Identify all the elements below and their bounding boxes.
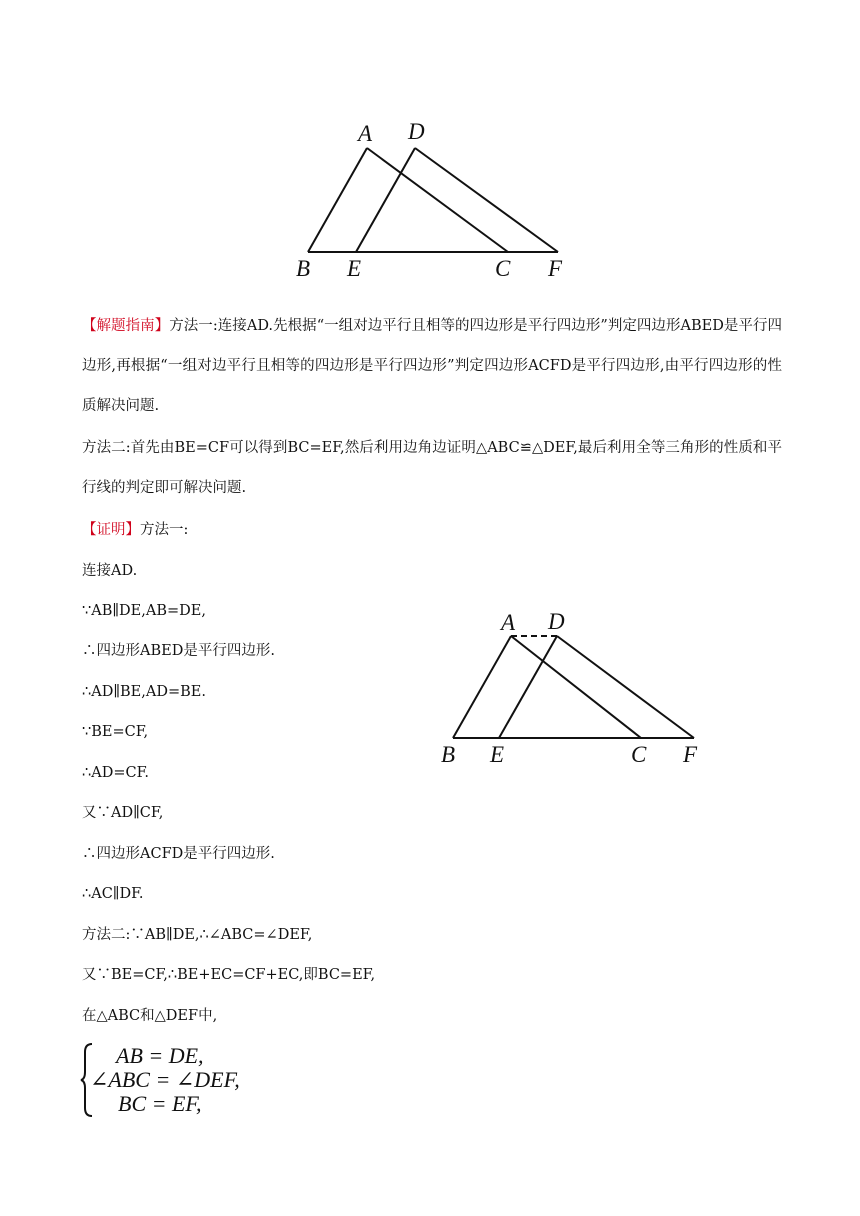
label-c: C	[631, 742, 647, 767]
segment-de	[356, 148, 415, 252]
figure-parallelograms	[430, 605, 720, 775]
proof-step: 方法二:∵AB∥DE,∴∠ABC=∠DEF,	[82, 927, 313, 943]
equation-line-2: ∠ABC = ∠DEF,	[90, 1067, 240, 1092]
guide-method-1-text: 方法一:连接AD.先根据“一组对边平行且相等的四边形是平行四边形”判定四边形ABED是平行四边形,再根据“一组对边平行且相等的四边形是平行四边形”判定四边形ACFD是平行四边形,由平行四边形的性质解决问题.	[82, 318, 783, 414]
proof-step: ∴四边形ACFD是平行四边形.	[82, 846, 275, 862]
label-c: C	[495, 256, 511, 281]
guide-tag: 【解题指南】	[82, 318, 170, 334]
segment-ab	[308, 148, 367, 252]
segment-de	[499, 636, 557, 738]
guide-method-2-text: 方法二:首先由BE=CF可以得到BC=EF,然后利用边角边证明△ABC≌△DEF,最后利用全等三角形的性质和平行线的判定即可解决问题.	[82, 440, 782, 496]
label-f: F	[683, 742, 698, 767]
proof-heading	[82, 520, 188, 540]
label-a: A	[501, 610, 516, 635]
proof-step: 在△ABC和△DEF中,	[82, 1008, 218, 1024]
guide-method-1	[82, 306, 782, 426]
proof-tag: 【证明】	[82, 522, 140, 538]
proof-step: ∵AB∥DE,AB=DE,	[82, 603, 206, 619]
label-a: A	[358, 121, 373, 146]
label-e: E	[490, 742, 505, 767]
proof-step: 又∵AD∥CF,	[82, 805, 164, 821]
proof-step: 连接AD.	[82, 563, 138, 579]
label-d: D	[408, 119, 425, 144]
label-b: B	[296, 256, 311, 281]
equation-system	[80, 1042, 340, 1118]
label-d: D	[548, 609, 565, 634]
label-b: B	[441, 742, 456, 767]
segment-ab	[453, 636, 511, 738]
proof-step: 又∵BE=CF,∴BE+EC=CF+EC,即BC=EF,	[82, 967, 376, 983]
proof-step: ∴AC∥DF.	[82, 886, 144, 902]
proof-step: ∴AD∥BE,AD=BE.	[82, 684, 206, 700]
proof-step: ∴四边形ABED是平行四边形.	[82, 643, 275, 659]
equation-line-1: AB = DE,	[116, 1043, 204, 1068]
equation-line-3: BC = EF,	[118, 1091, 202, 1116]
figure-triangles-top	[280, 115, 580, 285]
proof-method-label: 方法一:	[140, 522, 189, 538]
proof-step: ∴AD=CF.	[82, 765, 149, 781]
guide-method-2	[82, 428, 782, 508]
label-e: E	[347, 256, 362, 281]
label-f: F	[548, 256, 563, 281]
proof-step: ∵BE=CF,	[82, 724, 149, 740]
